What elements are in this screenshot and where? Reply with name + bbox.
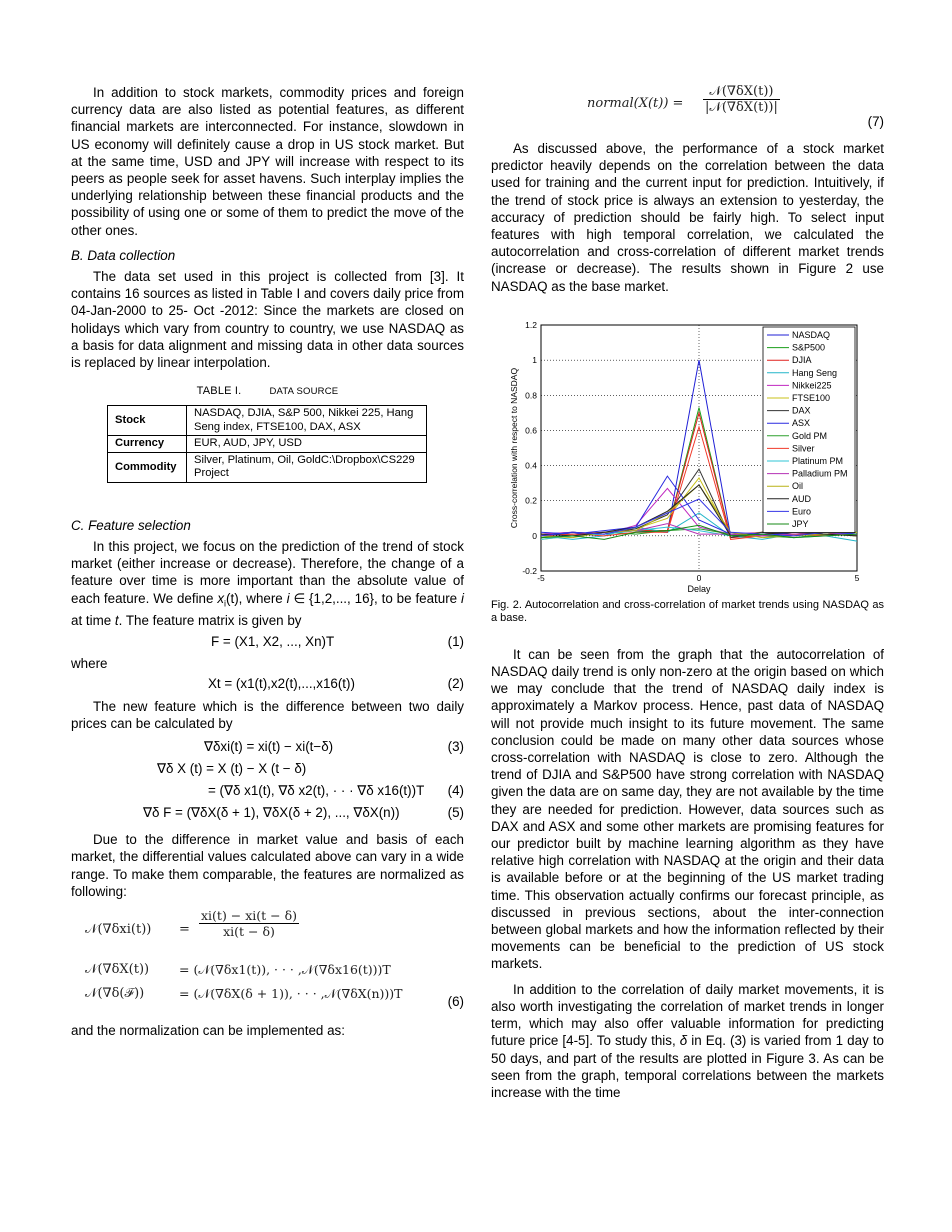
table-cell-head: Commodity [108,452,187,482]
table-cell-head: Stock [108,406,187,436]
equation-6: 𝒩(∇δxi(t)) = $\frac{xi(t) - xi(t - \delta)}{xi(t - \delta)}$ 𝒩(∇δX(t)) = (𝒩(∇δx1(t)), · · · ,𝒩(∇δx16(t)))T 𝒩(∇δ(ℱ)) = (𝒩(∇δX(δ + 1)), · · · ,𝒩(∇δX(n)))T (6) [85,908,464,1010]
legend-label: Euro [792,506,812,517]
table-cell-body: EUR, AUD, JPY, USD [187,436,427,453]
table-title: DATA SOURCE [269,386,339,398]
legend-label: DAX [792,405,811,416]
y-axis-label: Cross-correlation with respect to NASDAQ [509,367,519,528]
paragraph-correlation: As discussed above, the performance of a stock market predictor heavily depends on the correlation between the data used for training and the current input for prediction. Intuitively, if the trend of stock price is always an extension to yesterday, the accuracy of prediction should be fairly high. To select input features with high temporal correlation, we calculated the autocorrelation and cross-correlation of different market trends (increase or decrease). The results shown in Figure 2 use NASDAQ as the base market. [491,141,884,294]
equation-3 [71,738,464,757]
right-column [491,84,884,1101]
equation-7-fraction: 𝒩(∇δX(t)) |𝒩(∇δX(t))| [705,84,778,115]
paragraph-data-collection: The data set used in this project is collected from [3]. It contains 16 sources as listed in Table I and covers daily price from 04-Jan-2000 to 25- Oct -2012: Since the markets are closed on holidays which vary from country to country, we use NASDAQ as a basis for data alignment and missing data in other data sources is replaced by linear interpolation. [71,269,464,371]
x-axis-label: Delay [687,583,711,594]
label-where: where [71,655,108,671]
equation-1 [71,633,464,652]
y-tick-label: 1.2 [525,319,537,330]
paragraph-long-term: In addition to the correlation of daily market movements, it is also worth investigating the correlation of market trends in longer term, which may also offer valuable information for predicting future price [4-5]. To study this, δ in Eq. (3) is varied from 1 day to 50 days, and part of the results are plotted in Figure 3. As can be seen from the graph, temporal correlations between the markets increase with the time [491,981,884,1100]
y-tick-label: 1 [532,354,537,365]
equation-2-number: (2) [447,675,464,691]
y-tick-label: 0 [532,530,537,541]
paragraph-feature-selection: In this project, we focus on the prediction of the trend of stock market (either increase or decrease). Therefore, the change of a feature over time is more important than the absolute value of each feature. We define $x_i(t)$, where i ∈ {1,2,..., 16}, to be feature i at time t. The feature matrix is given by [71,538,465,629]
equation-6-number: (6) [447,994,464,1010]
legend-label: Nikkei225 [792,380,832,391]
y-tick-label: -0.2 [522,565,537,576]
table-row [108,452,427,482]
legend-label: NASDAQ [792,329,831,340]
equation-3b-body: ∇δ X (t) = X (t) − X (t − δ) [157,761,307,777]
equation-1-body: F = (X1, X2, ..., Xn)T [211,633,335,649]
equation-7-lhs: normal(X(t)) = [587,96,684,111]
legend-label: Platinum PM [792,455,844,466]
equation-3-body: ∇δxi(t) = xi(t) − xi(t−δ) [204,739,334,755]
equation-4-number: (4) [447,783,464,799]
table-caption [71,385,464,397]
y-tick-label: 0.6 [525,425,537,436]
equation-5 [71,804,464,823]
equation-4-body: = (∇δ x1(t), ∇δ x2(t), · · · ∇δ x16(t))T [208,783,425,799]
equation-7 [491,84,884,134]
paragraph-difference: The new feature which is the difference between two daily prices can be calculated by [71,698,464,732]
legend-label: AUD [792,493,812,504]
legend-label: Silver [792,443,815,454]
table-cell-body: NASDAQ, DJIA, S&P 500, Nikkei 225, Hang Seng index, FTSE100, DAX, ASX [187,406,427,436]
x-tick-label: -5 [537,572,545,583]
equation-6-fraction: $\frac{xi(t) - xi(t - \delta)}{xi(t - \delta)}$ [201,908,298,940]
section-heading-data-collection: B. Data collection [71,247,176,263]
equation-6-line2-rhs: = (𝒩(∇δx1(t)), · · · ,𝒩(∇δx16(t)))T [179,962,391,978]
figure-2-caption: Fig. 2. Autocorrelation and cross-correlation of market trends using NASDAQ as a base. [491,598,884,625]
equation-3b [71,760,464,779]
paragraph-normalization: Due to the difference in market value and basis of each market, the differential values calculated above can vary in a wide range. To make them comparable, the features are normalized as following: [71,832,464,899]
legend-label: ASX [792,418,811,429]
table-row [108,436,427,453]
left-column [71,84,464,1039]
equation-5-number: (5) [447,805,464,821]
paragraph-graph-analysis: It can be seen from the graph that the autocorrelation of NASDAQ daily trend is only non-zero at the origin based on which we may conclude that the trend of NASDAQ daily index is approximately a Markov process. Hence, past data of NASDAQ will not provide much insight to its future movement. The same conclusion could be made on many other data sources whose cross-correlation with NASDAQ is close to zero. Although the trend of DJIA and S&P500 have strong correlation with NASDAQ given the data are on same day, they are not available by the time they are needed for prediction. However, data sources such as DAX and ASX and some other markets are promising features for our predictor built by machine learning algorithm as they have relative high correlation with NASDAQ at the origin and their data is available before or at the beginning of the US market trading time. This observation actually confirms our forecast principle, as discussed in previous sections, about the inter-connection between global markets and how the information reflected by their movements can be beneficial to the prediction of US stock markets. [491,646,884,972]
legend-label: S&P500 [792,342,826,353]
table-cell-head: Currency [108,436,187,453]
legend-label: Hang Seng [792,367,838,378]
y-tick-label: 0.4 [525,460,537,471]
equation-6-line3-lhs: 𝒩(∇δ(ℱ)) [85,986,145,1002]
legend-label: Oil [792,481,803,492]
equation-5-body: ∇δ F = (∇δX(δ + 1), ∇δX(δ + 2), ..., ∇δX(n)) [143,805,400,821]
equation-2 [71,675,464,694]
figure-2-chart [491,307,884,597]
legend-label: Palladium PM [792,468,848,479]
correlation-chart [491,307,884,597]
table-label: TABLE I. [196,385,242,398]
paragraph-implementation: and the normalization can be implemented as: [71,1023,345,1039]
equation-1-number: (1) [447,633,464,649]
table-row [108,406,427,436]
equation-6-line2-lhs: 𝒩(∇δX(t)) [85,962,150,978]
equation-7-number: (7) [867,114,884,129]
legend-label: JPY [792,518,809,529]
equation-6-line3-rhs: = (𝒩(∇δX(δ + 1)), · · · ,𝒩(∇δX(n)))T [179,986,403,1002]
data-source-table [107,405,427,483]
table-cell-body: Silver, Platinum, Oil, GoldC:\Dropbox\CS229 Project [187,452,427,482]
legend-label: FTSE100 [792,392,831,403]
legend-label: DJIA [792,355,812,366]
equation-2-body: Xt = (x1(t),x2(t),...,x16(t)) [208,675,355,691]
legend-label: Gold PM [792,430,828,441]
y-tick-label: 0.8 [525,390,537,401]
x-tick-label: 5 [854,572,860,583]
section-heading-feature-selection: C. Feature selection [71,517,191,533]
equation-6-line1-lhs: 𝒩(∇δxi(t)) [85,922,152,938]
equation-3-number: (3) [447,739,464,755]
x-tick-label: 0 [696,572,702,583]
equation-4 [71,782,464,801]
y-tick-label: 0.2 [525,495,537,506]
paragraph-intro: In addition to stock markets, commodity prices and foreign currency data are also listed as potential features, as different financial markets are interconnected. For instance, slowdown in US economy will definitely cause a drop in US stock market. But at the same time, USD and JPY will increase with respect to its peers as people seek for asset havens. Such interplay implies the underlying relationship between these financial products and the possibility of using one or some of them to predict the move of the other ones. [71,85,464,238]
